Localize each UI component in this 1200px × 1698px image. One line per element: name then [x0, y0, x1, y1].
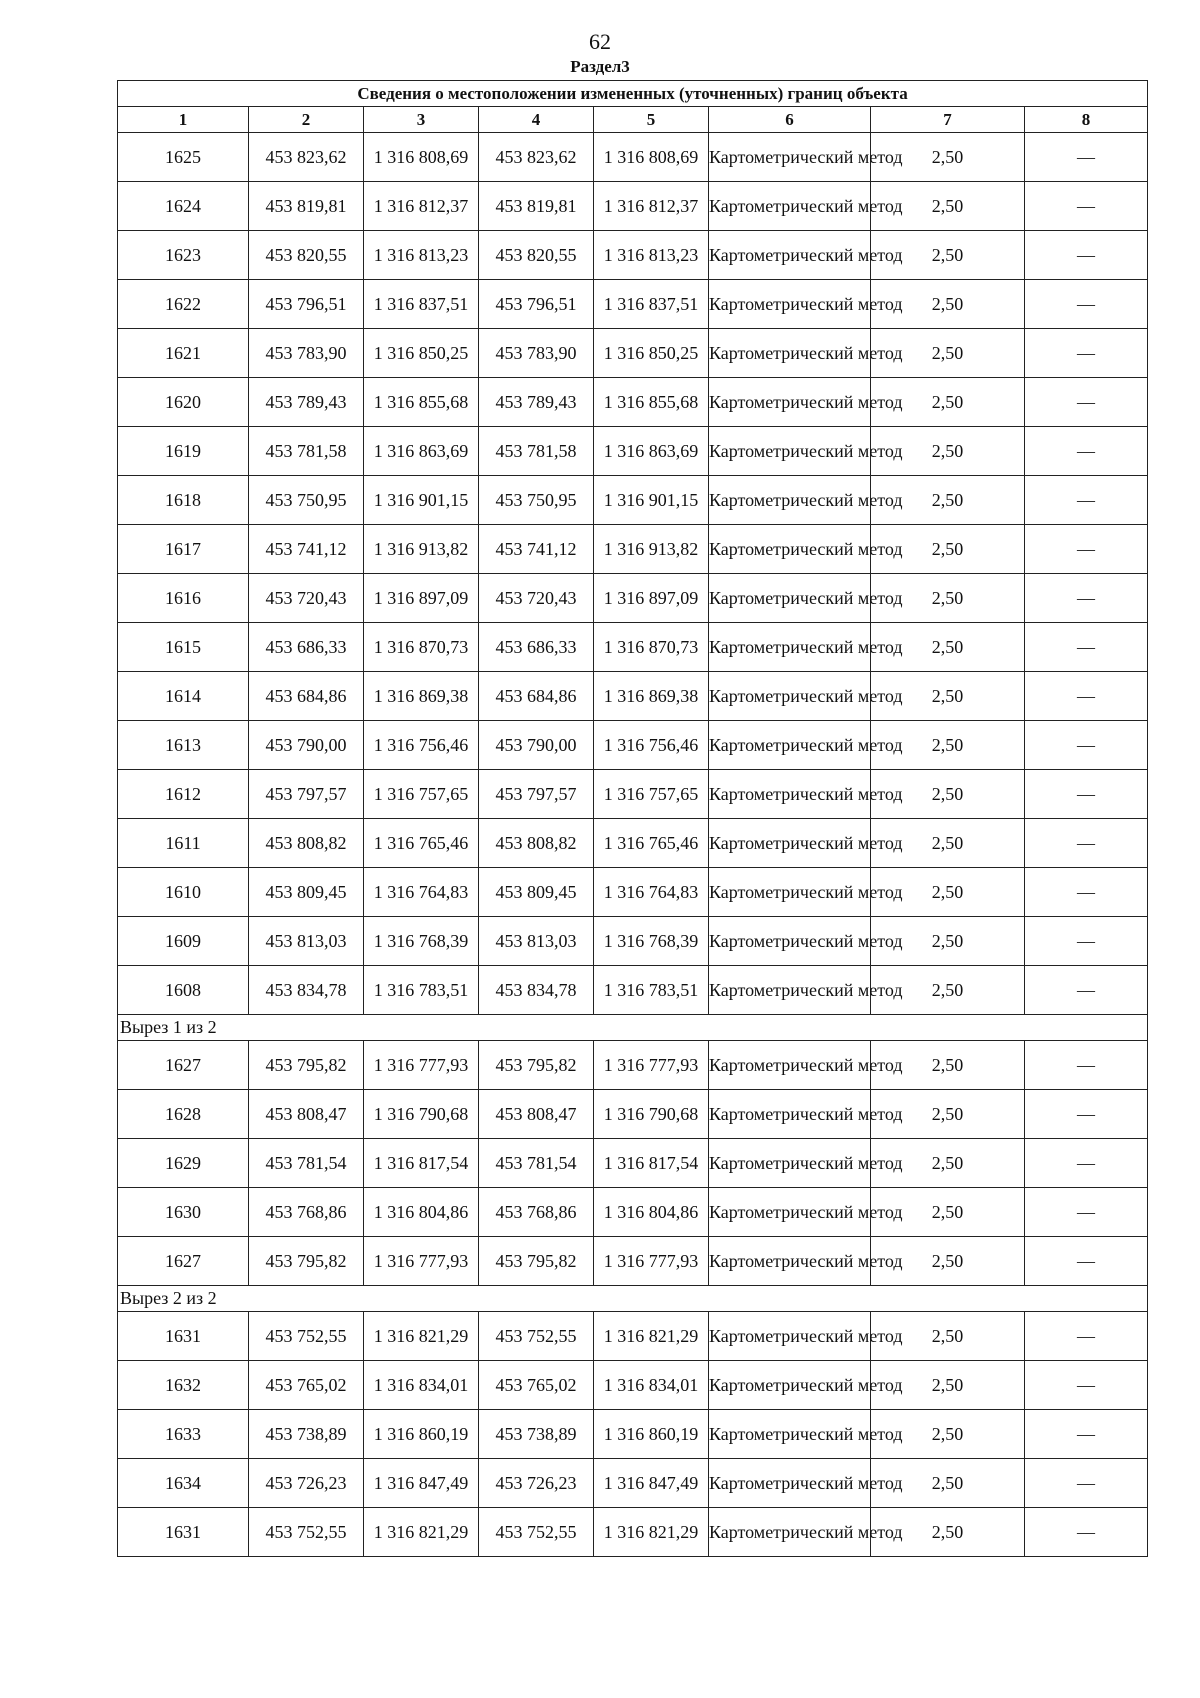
table-row [118, 329, 1148, 378]
column-number: 7 [871, 107, 1025, 133]
refined-y-cell: 1 316 765,46 [594, 819, 709, 868]
column-number: 2 [249, 107, 364, 133]
table-row [118, 1459, 1148, 1508]
existing-x-cell: 453 781,54 [249, 1139, 364, 1188]
refined-x-cell: 453 808,82 [479, 819, 594, 868]
existing-y-cell: 1 316 804,86 [364, 1188, 479, 1237]
refined-y-cell: 1 316 837,51 [594, 280, 709, 329]
table-row [118, 231, 1148, 280]
existing-y-cell: 1 316 850,25 [364, 329, 479, 378]
refined-y-cell: 1 316 808,69 [594, 133, 709, 182]
table-row [118, 182, 1148, 231]
existing-x-cell: 453 808,82 [249, 819, 364, 868]
existing-y-cell: 1 316 757,65 [364, 770, 479, 819]
method-cell: Картометрический метод [709, 1410, 871, 1459]
note-cell: — [1025, 574, 1148, 623]
existing-x-cell: 453 684,86 [249, 672, 364, 721]
existing-y-cell: 1 316 783,51 [364, 966, 479, 1015]
refined-y-cell: 1 316 869,38 [594, 672, 709, 721]
point-number-cell: 1629 [118, 1139, 249, 1188]
accuracy-cell: 2,50 [871, 1139, 1025, 1188]
existing-x-cell: 453 720,43 [249, 574, 364, 623]
note-cell: — [1025, 1459, 1148, 1508]
existing-y-cell: 1 316 901,15 [364, 476, 479, 525]
accuracy-cell: 2,50 [871, 280, 1025, 329]
refined-x-cell: 453 765,02 [479, 1361, 594, 1410]
method-cell: Картометрический метод [709, 182, 871, 231]
table-caption-row [118, 81, 1148, 107]
point-number-cell: 1621 [118, 329, 249, 378]
point-number-cell: 1617 [118, 525, 249, 574]
point-number-cell: 1623 [118, 231, 249, 280]
existing-x-cell: 453 823,62 [249, 133, 364, 182]
point-number-cell: 1634 [118, 1459, 249, 1508]
point-number-cell: 1631 [118, 1508, 249, 1557]
refined-y-cell: 1 316 757,65 [594, 770, 709, 819]
existing-y-cell: 1 316 869,38 [364, 672, 479, 721]
point-number-cell: 1615 [118, 623, 249, 672]
method-cell: Картометрический метод [709, 280, 871, 329]
refined-y-cell: 1 316 901,15 [594, 476, 709, 525]
accuracy-cell: 2,50 [871, 770, 1025, 819]
accuracy-cell: 2,50 [871, 329, 1025, 378]
existing-y-cell: 1 316 764,83 [364, 868, 479, 917]
point-number-cell: 1620 [118, 378, 249, 427]
note-cell: — [1025, 819, 1148, 868]
method-cell: Картометрический метод [709, 574, 871, 623]
refined-y-cell: 1 316 863,69 [594, 427, 709, 476]
existing-y-cell: 1 316 790,68 [364, 1090, 479, 1139]
table-row [118, 1090, 1148, 1139]
refined-y-cell: 1 316 860,19 [594, 1410, 709, 1459]
method-cell: Картометрический метод [709, 133, 871, 182]
method-cell: Картометрический метод [709, 1312, 871, 1361]
existing-x-cell: 453 789,43 [249, 378, 364, 427]
refined-y-cell: 1 316 834,01 [594, 1361, 709, 1410]
subsection-heading-row [118, 1286, 1148, 1312]
existing-x-cell: 453 750,95 [249, 476, 364, 525]
method-cell: Картометрический метод [709, 819, 871, 868]
existing-x-cell: 453 752,55 [249, 1312, 364, 1361]
point-number-cell: 1631 [118, 1312, 249, 1361]
note-cell: — [1025, 1090, 1148, 1139]
accuracy-cell: 2,50 [871, 1459, 1025, 1508]
refined-y-cell: 1 316 783,51 [594, 966, 709, 1015]
refined-x-cell: 453 741,12 [479, 525, 594, 574]
column-number-row [118, 107, 1148, 133]
accuracy-cell: 2,50 [871, 1041, 1025, 1090]
point-number-cell: 1630 [118, 1188, 249, 1237]
note-cell: — [1025, 770, 1148, 819]
existing-x-cell: 453 752,55 [249, 1508, 364, 1557]
refined-y-cell: 1 316 804,86 [594, 1188, 709, 1237]
accuracy-cell: 2,50 [871, 623, 1025, 672]
accuracy-cell: 2,50 [871, 525, 1025, 574]
note-cell: — [1025, 1237, 1148, 1286]
table-row [118, 1361, 1148, 1410]
existing-y-cell: 1 316 834,01 [364, 1361, 479, 1410]
refined-x-cell: 453 781,54 [479, 1139, 594, 1188]
method-cell: Картометрический метод [709, 329, 871, 378]
existing-x-cell: 453 820,55 [249, 231, 364, 280]
refined-x-cell: 453 809,45 [479, 868, 594, 917]
section-title: Раздел3 [570, 57, 630, 76]
method-cell: Картометрический метод [709, 721, 871, 770]
method-cell: Картометрический метод [709, 525, 871, 574]
accuracy-cell: 2,50 [871, 476, 1025, 525]
method-cell: Картометрический метод [709, 917, 871, 966]
refined-y-cell: 1 316 897,09 [594, 574, 709, 623]
note-cell: — [1025, 623, 1148, 672]
column-number: 3 [364, 107, 479, 133]
refined-x-cell: 453 768,86 [479, 1188, 594, 1237]
table-header [118, 81, 1148, 133]
accuracy-cell: 2,50 [871, 917, 1025, 966]
method-cell: Картометрический метод [709, 770, 871, 819]
refined-y-cell: 1 316 821,29 [594, 1312, 709, 1361]
refined-x-cell: 453 789,43 [479, 378, 594, 427]
note-cell: — [1025, 672, 1148, 721]
table-caption: Сведения о местоположении измененных (уточненных) границ объекта [118, 81, 1148, 107]
refined-y-cell: 1 316 855,68 [594, 378, 709, 427]
existing-x-cell: 453 768,86 [249, 1188, 364, 1237]
note-cell: — [1025, 1361, 1148, 1410]
note-cell: — [1025, 525, 1148, 574]
point-number-cell: 1628 [118, 1090, 249, 1139]
refined-y-cell: 1 316 913,82 [594, 525, 709, 574]
note-cell: — [1025, 231, 1148, 280]
existing-x-cell: 453 819,81 [249, 182, 364, 231]
table-row [118, 917, 1148, 966]
accuracy-cell: 2,50 [871, 182, 1025, 231]
note-cell: — [1025, 966, 1148, 1015]
method-cell: Картометрический метод [709, 378, 871, 427]
existing-y-cell: 1 316 847,49 [364, 1459, 479, 1508]
table-row [118, 623, 1148, 672]
refined-x-cell: 453 790,00 [479, 721, 594, 770]
refined-y-cell: 1 316 768,39 [594, 917, 709, 966]
existing-y-cell: 1 316 821,29 [364, 1312, 479, 1361]
refined-y-cell: 1 316 847,49 [594, 1459, 709, 1508]
method-cell: Картометрический метод [709, 1041, 871, 1090]
table-row [118, 378, 1148, 427]
existing-x-cell: 453 795,82 [249, 1041, 364, 1090]
point-number-cell: 1619 [118, 427, 249, 476]
refined-x-cell: 453 813,03 [479, 917, 594, 966]
note-cell: — [1025, 280, 1148, 329]
refined-x-cell: 453 781,58 [479, 427, 594, 476]
point-number-cell: 1616 [118, 574, 249, 623]
existing-x-cell: 453 765,02 [249, 1361, 364, 1410]
refined-y-cell: 1 316 777,93 [594, 1041, 709, 1090]
refined-y-cell: 1 316 817,54 [594, 1139, 709, 1188]
existing-y-cell: 1 316 870,73 [364, 623, 479, 672]
refined-y-cell: 1 316 812,37 [594, 182, 709, 231]
column-number: 8 [1025, 107, 1148, 133]
note-cell: — [1025, 476, 1148, 525]
accuracy-cell: 2,50 [871, 378, 1025, 427]
accuracy-cell: 2,50 [871, 133, 1025, 182]
method-cell: Картометрический метод [709, 1508, 871, 1557]
point-number-cell: 1627 [118, 1237, 249, 1286]
existing-y-cell: 1 316 817,54 [364, 1139, 479, 1188]
table-row [118, 525, 1148, 574]
table-row [118, 1139, 1148, 1188]
existing-y-cell: 1 316 863,69 [364, 427, 479, 476]
point-number-cell: 1632 [118, 1361, 249, 1410]
table-row [118, 721, 1148, 770]
refined-x-cell: 453 783,90 [479, 329, 594, 378]
existing-y-cell: 1 316 897,09 [364, 574, 479, 623]
existing-y-cell: 1 316 860,19 [364, 1410, 479, 1459]
point-number-cell: 1613 [118, 721, 249, 770]
note-cell: — [1025, 1508, 1148, 1557]
existing-x-cell: 453 726,23 [249, 1459, 364, 1508]
subsection-heading: Вырез 1 из 2 [118, 1015, 1148, 1041]
existing-y-cell: 1 316 812,37 [364, 182, 479, 231]
point-number-cell: 1611 [118, 819, 249, 868]
refined-y-cell: 1 316 870,73 [594, 623, 709, 672]
refined-x-cell: 453 752,55 [479, 1508, 594, 1557]
point-number-cell: 1625 [118, 133, 249, 182]
table-row [118, 133, 1148, 182]
refined-x-cell: 453 795,82 [479, 1237, 594, 1286]
accuracy-cell: 2,50 [871, 427, 1025, 476]
accuracy-cell: 2,50 [871, 721, 1025, 770]
point-number-cell: 1608 [118, 966, 249, 1015]
refined-x-cell: 453 819,81 [479, 182, 594, 231]
method-cell: Картометрический метод [709, 1139, 871, 1188]
method-cell: Картометрический метод [709, 1090, 871, 1139]
refined-x-cell: 453 738,89 [479, 1410, 594, 1459]
refined-x-cell: 453 797,57 [479, 770, 594, 819]
table-row [118, 1188, 1148, 1237]
table-row [118, 966, 1148, 1015]
method-cell: Картометрический метод [709, 1237, 871, 1286]
note-cell: — [1025, 868, 1148, 917]
accuracy-cell: 2,50 [871, 1410, 1025, 1459]
accuracy-cell: 2,50 [871, 672, 1025, 721]
point-number-cell: 1622 [118, 280, 249, 329]
table-row [118, 672, 1148, 721]
table-row [118, 476, 1148, 525]
table-row [118, 280, 1148, 329]
table-row [118, 1508, 1148, 1557]
existing-x-cell: 453 741,12 [249, 525, 364, 574]
existing-x-cell: 453 790,00 [249, 721, 364, 770]
subsection-heading-row [118, 1015, 1148, 1041]
method-cell: Картометрический метод [709, 1459, 871, 1508]
coordinates-table [117, 80, 1148, 1557]
accuracy-cell: 2,50 [871, 868, 1025, 917]
refined-x-cell: 453 834,78 [479, 966, 594, 1015]
existing-x-cell: 453 797,57 [249, 770, 364, 819]
refined-y-cell: 1 316 790,68 [594, 1090, 709, 1139]
accuracy-cell: 2,50 [871, 231, 1025, 280]
method-cell: Картометрический метод [709, 427, 871, 476]
existing-x-cell: 453 796,51 [249, 280, 364, 329]
note-cell: — [1025, 378, 1148, 427]
note-cell: — [1025, 133, 1148, 182]
table-row [118, 1237, 1148, 1286]
method-cell: Картометрический метод [709, 476, 871, 525]
note-cell: — [1025, 182, 1148, 231]
note-cell: — [1025, 721, 1148, 770]
table-row [118, 868, 1148, 917]
existing-y-cell: 1 316 765,46 [364, 819, 479, 868]
refined-y-cell: 1 316 764,83 [594, 868, 709, 917]
note-cell: — [1025, 1312, 1148, 1361]
existing-y-cell: 1 316 756,46 [364, 721, 479, 770]
column-number: 4 [479, 107, 594, 133]
column-number: 1 [118, 107, 249, 133]
accuracy-cell: 2,50 [871, 1361, 1025, 1410]
refined-x-cell: 453 720,43 [479, 574, 594, 623]
note-cell: — [1025, 1410, 1148, 1459]
method-cell: Картометрический метод [709, 623, 871, 672]
point-number-cell: 1614 [118, 672, 249, 721]
accuracy-cell: 2,50 [871, 574, 1025, 623]
existing-y-cell: 1 316 855,68 [364, 378, 479, 427]
existing-x-cell: 453 783,90 [249, 329, 364, 378]
table-row [118, 770, 1148, 819]
refined-x-cell: 453 750,95 [479, 476, 594, 525]
table-row [118, 427, 1148, 476]
accuracy-cell: 2,50 [871, 1237, 1025, 1286]
refined-x-cell: 453 820,55 [479, 231, 594, 280]
table-row [118, 1312, 1148, 1361]
point-number-cell: 1610 [118, 868, 249, 917]
method-cell: Картометрический метод [709, 231, 871, 280]
accuracy-cell: 2,50 [871, 1508, 1025, 1557]
table-row [118, 1410, 1148, 1459]
method-cell: Картометрический метод [709, 966, 871, 1015]
refined-x-cell: 453 823,62 [479, 133, 594, 182]
point-number-cell: 1627 [118, 1041, 249, 1090]
note-cell: — [1025, 917, 1148, 966]
table-row [118, 574, 1148, 623]
existing-x-cell: 453 781,58 [249, 427, 364, 476]
point-number-cell: 1618 [118, 476, 249, 525]
accuracy-cell: 2,50 [871, 819, 1025, 868]
accuracy-cell: 2,50 [871, 966, 1025, 1015]
existing-y-cell: 1 316 837,51 [364, 280, 479, 329]
existing-x-cell: 453 808,47 [249, 1090, 364, 1139]
point-number-cell: 1624 [118, 182, 249, 231]
note-cell: — [1025, 1188, 1148, 1237]
existing-y-cell: 1 316 813,23 [364, 231, 479, 280]
existing-x-cell: 453 738,89 [249, 1410, 364, 1459]
refined-x-cell: 453 808,47 [479, 1090, 594, 1139]
refined-x-cell: 453 686,33 [479, 623, 594, 672]
refined-x-cell: 453 684,86 [479, 672, 594, 721]
refined-y-cell: 1 316 821,29 [594, 1508, 709, 1557]
existing-x-cell: 453 834,78 [249, 966, 364, 1015]
existing-y-cell: 1 316 821,29 [364, 1508, 479, 1557]
method-cell: Картометрический метод [709, 672, 871, 721]
method-cell: Картометрический метод [709, 868, 871, 917]
accuracy-cell: 2,50 [871, 1188, 1025, 1237]
existing-x-cell: 453 809,45 [249, 868, 364, 917]
refined-y-cell: 1 316 813,23 [594, 231, 709, 280]
existing-x-cell: 453 686,33 [249, 623, 364, 672]
refined-y-cell: 1 316 850,25 [594, 329, 709, 378]
table-row [118, 819, 1148, 868]
accuracy-cell: 2,50 [871, 1312, 1025, 1361]
refined-y-cell: 1 316 756,46 [594, 721, 709, 770]
note-cell: — [1025, 427, 1148, 476]
method-cell: Картометрический метод [709, 1361, 871, 1410]
existing-x-cell: 453 795,82 [249, 1237, 364, 1286]
note-cell: — [1025, 1041, 1148, 1090]
point-number-cell: 1609 [118, 917, 249, 966]
column-number: 5 [594, 107, 709, 133]
refined-x-cell: 453 796,51 [479, 280, 594, 329]
refined-x-cell: 453 795,82 [479, 1041, 594, 1090]
refined-x-cell: 453 726,23 [479, 1459, 594, 1508]
page-number: 62 [589, 29, 611, 54]
note-cell: — [1025, 329, 1148, 378]
existing-x-cell: 453 813,03 [249, 917, 364, 966]
existing-y-cell: 1 316 777,93 [364, 1041, 479, 1090]
note-cell: — [1025, 1139, 1148, 1188]
table-row [118, 1041, 1148, 1090]
point-number-cell: 1612 [118, 770, 249, 819]
refined-x-cell: 453 752,55 [479, 1312, 594, 1361]
method-cell: Картометрический метод [709, 1188, 871, 1237]
accuracy-cell: 2,50 [871, 1090, 1025, 1139]
existing-y-cell: 1 316 808,69 [364, 133, 479, 182]
existing-y-cell: 1 316 913,82 [364, 525, 479, 574]
column-number: 6 [709, 107, 871, 133]
table-body [118, 133, 1148, 1557]
point-number-cell: 1633 [118, 1410, 249, 1459]
existing-y-cell: 1 316 768,39 [364, 917, 479, 966]
existing-y-cell: 1 316 777,93 [364, 1237, 479, 1286]
refined-y-cell: 1 316 777,93 [594, 1237, 709, 1286]
subsection-heading: Вырез 2 из 2 [118, 1286, 1148, 1312]
